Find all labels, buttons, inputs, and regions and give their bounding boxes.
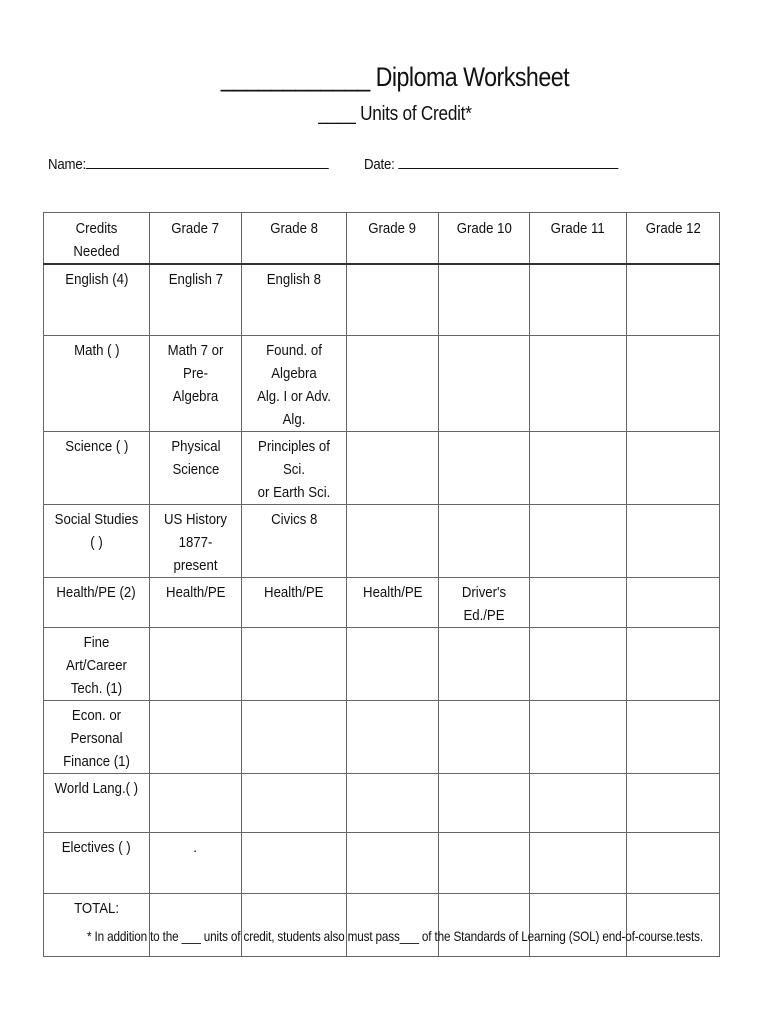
grade-cell[interactable] (150, 774, 242, 833)
grade-cell[interactable] (150, 432, 242, 505)
grade-cell[interactable] (439, 432, 530, 505)
credit-category-cell (44, 264, 150, 336)
cell-text: World Lang.( ) (54, 780, 139, 797)
column-header: Grade 10 (439, 213, 530, 265)
grade-cell[interactable] (439, 774, 530, 833)
grade-cell[interactable] (347, 628, 439, 701)
table-row (44, 774, 720, 833)
table-row (44, 432, 720, 505)
grade-cell[interactable] (242, 701, 347, 774)
credit-category-cell (44, 336, 150, 432)
credit-category-cell (44, 894, 150, 957)
credit-category-cell (44, 578, 150, 628)
grade-cell[interactable] (347, 505, 439, 578)
grade-cell[interactable] (242, 264, 347, 336)
credit-category-cell (44, 701, 150, 774)
column-header: Grade 11 (530, 213, 627, 265)
cell-text: Civics 8 (270, 511, 318, 528)
grade-cell[interactable] (627, 701, 720, 774)
cell-text: English 8 (266, 271, 322, 288)
grade-cell[interactable] (627, 432, 720, 505)
cell-text: Math 7 or Pre- Algebra (167, 342, 224, 405)
grade-cell[interactable] (347, 264, 439, 336)
column-header: Grade 9 (347, 213, 439, 265)
grade-cell[interactable] (530, 701, 627, 774)
grade-cell[interactable] (150, 628, 242, 701)
credit-category-cell (44, 628, 150, 701)
grade-cell[interactable] (347, 833, 439, 894)
grade-cell[interactable] (627, 894, 720, 957)
column-header: Grade 8 (242, 213, 347, 265)
cell-text: US History 1877-present (163, 511, 228, 574)
grade-cell[interactable] (242, 578, 347, 628)
grade-cell[interactable] (242, 336, 347, 432)
grade-cell[interactable] (242, 774, 347, 833)
grade-cell[interactable] (347, 336, 439, 432)
grade-cell[interactable] (150, 505, 242, 578)
grade-cell[interactable] (627, 833, 720, 894)
grade-cell[interactable] (242, 505, 347, 578)
cell-text: Health/PE (2) (56, 584, 137, 601)
grade-cell[interactable] (627, 336, 720, 432)
date-field[interactable] (364, 154, 618, 173)
grade-cell[interactable] (347, 578, 439, 628)
grade-cell[interactable] (150, 833, 242, 894)
cell-text: TOTAL: (74, 900, 119, 917)
grade-cell[interactable] (627, 628, 720, 701)
grade-cell[interactable] (242, 894, 347, 957)
table-row (44, 505, 720, 578)
table-row (44, 894, 720, 957)
worksheet-title: ____________ Diploma Worksheet (220, 62, 570, 92)
grade-cell[interactable] (439, 894, 530, 957)
cell-text: Found. of Algebra Alg. I or Adv. Alg. (257, 342, 331, 428)
name-field[interactable] (48, 154, 329, 173)
grade-cell[interactable] (150, 894, 242, 957)
grade-cell[interactable] (530, 432, 627, 505)
cell-text: Physical Science (170, 438, 221, 478)
name-blank-line[interactable] (86, 154, 329, 169)
cell-text: English (4) (64, 271, 129, 288)
cell-text: Health/PE (264, 584, 324, 601)
grade-cell[interactable] (627, 774, 720, 833)
credit-category-cell (44, 432, 150, 505)
grade-cell[interactable] (439, 578, 530, 628)
grade-cell[interactable] (150, 264, 242, 336)
column-header: Credits Needed (44, 213, 150, 265)
grade-cell[interactable] (530, 833, 627, 894)
grade-cell[interactable] (347, 894, 439, 957)
grade-cell[interactable] (530, 774, 627, 833)
table-header-row (44, 213, 720, 265)
cell-text: English 7 (168, 271, 223, 288)
table-row (44, 833, 720, 894)
cell-text: Electives ( ) (62, 839, 131, 856)
grade-cell[interactable] (530, 264, 627, 336)
column-header: Grade 7 (150, 213, 242, 265)
name-label: Name: (48, 156, 87, 173)
table-row (44, 336, 720, 432)
footnote: * In addition to the ___ units of credit, students also must pass___ of the Standards of Learning (SOL) end-of-course.tests. (87, 928, 703, 944)
grade-cell[interactable] (439, 833, 530, 894)
grade-cell[interactable] (150, 701, 242, 774)
grade-cell[interactable] (627, 505, 720, 578)
grade-cell[interactable] (150, 578, 242, 628)
grade-cell[interactable] (242, 432, 347, 505)
grade-cell[interactable] (439, 336, 530, 432)
cell-text: Science ( ) (64, 438, 129, 455)
grade-cell[interactable] (242, 833, 347, 894)
date-label: Date: (364, 156, 395, 173)
credit-category-cell (44, 505, 150, 578)
grade-cell[interactable] (439, 264, 530, 336)
grade-cell[interactable] (347, 701, 439, 774)
grade-cell[interactable] (530, 336, 627, 432)
date-blank-line[interactable] (398, 154, 618, 169)
table-row (44, 578, 720, 628)
grade-cell[interactable] (347, 774, 439, 833)
cell-text: Health/PE (362, 584, 423, 601)
cell-text: Fine Art/Career Tech. (1) (66, 634, 127, 697)
grade-cell[interactable] (439, 628, 530, 701)
cell-text: Principles of Sci. or Earth Sci. (257, 438, 331, 501)
grade-cell[interactable] (530, 628, 627, 701)
grade-cell[interactable] (150, 336, 242, 432)
grade-cell[interactable] (242, 628, 347, 701)
table-row (44, 628, 720, 701)
grade-cell[interactable] (439, 505, 530, 578)
grade-cell[interactable] (530, 578, 627, 628)
grade-cell[interactable] (530, 894, 627, 957)
grade-cell[interactable] (627, 264, 720, 336)
worksheet-subtitle: ____ Units of Credit* (318, 103, 472, 125)
grade-cell[interactable] (627, 578, 720, 628)
table-row (44, 701, 720, 774)
cell-text: Social Studies ( ) (54, 511, 139, 551)
grade-cell[interactable] (530, 505, 627, 578)
cell-text: Econ. or Personal Finance (1) (63, 707, 130, 770)
credits-table (43, 212, 720, 957)
cell-text: Driver's Ed./PE (461, 584, 507, 624)
column-header: Grade 12 (627, 213, 720, 265)
grade-cell[interactable] (439, 701, 530, 774)
grade-cell[interactable] (347, 432, 439, 505)
credit-category-cell (44, 774, 150, 833)
cell-text: Math ( ) (73, 342, 120, 359)
cell-text: . (193, 839, 198, 856)
credit-category-cell (44, 833, 150, 894)
cell-text: Health/PE (165, 584, 226, 601)
table-row (44, 264, 720, 336)
